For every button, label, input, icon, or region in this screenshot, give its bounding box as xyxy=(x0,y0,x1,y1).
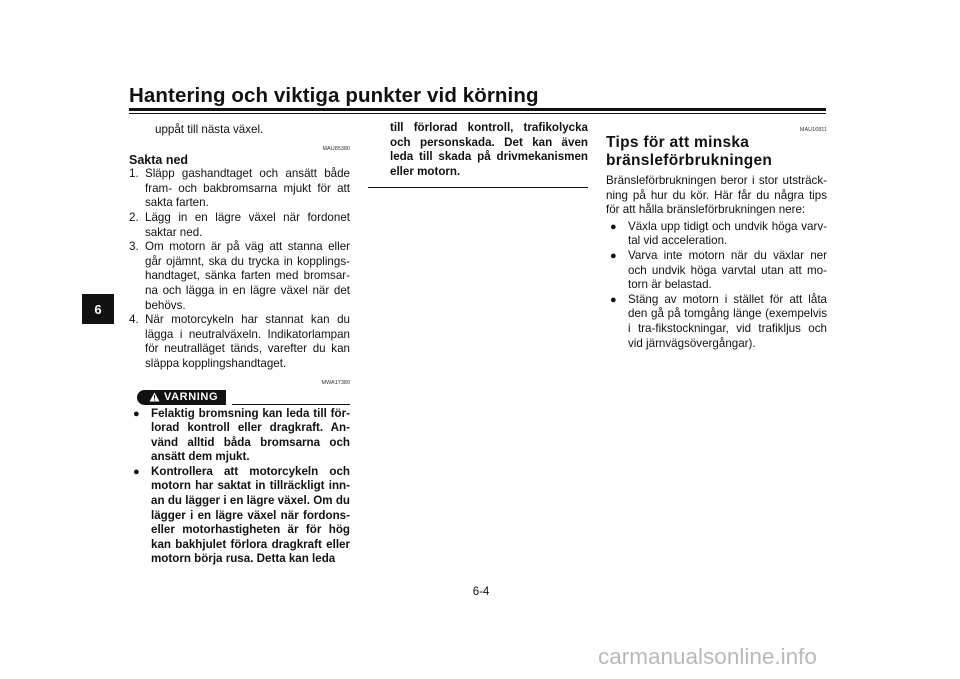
doc-code: MWA17380 xyxy=(321,379,350,386)
title-rule-thin xyxy=(129,113,826,114)
warning-triangle-icon xyxy=(149,392,160,402)
step-text: När motorcykeln har stannat kan du lägga i neutralväxeln. Indikatorlampan för neutralläget tänds, varefter du kan släppa kopplingshandtaget. xyxy=(145,313,350,370)
warning-header xyxy=(129,390,350,405)
bullet-icon: ● xyxy=(610,293,617,306)
tips-list xyxy=(606,220,827,351)
warning-rule xyxy=(232,404,350,405)
warning-text: Felaktig bromsning kan leda till för-lorad kontroll eller dragkraft. An-vänd alltid båda bromsarna och ansätt dem mjukt. xyxy=(151,406,350,464)
warning-continued: till förlorad kontroll, trafikolycka och personskada. Det kan även leda till skada på drivmekanismen eller motorn. xyxy=(390,121,588,178)
list-item xyxy=(606,220,827,249)
title-rule xyxy=(129,108,826,111)
warning-text: Kontrollera att motorcykeln och motorn har saktat in tillräckligt inn-an du lägger i en lägre växel. Om du lägger i en lägre växel när fordons-eller motorhastigheten är för hög kan bakhjulet förlora dragkraft eller motorn börja rusa. Detta kan leda xyxy=(151,464,350,566)
column-middle xyxy=(368,121,588,188)
bullet-icon: ● xyxy=(133,407,140,420)
list-item xyxy=(606,293,827,351)
list-item xyxy=(129,167,350,211)
warning-badge xyxy=(137,390,226,405)
column-right xyxy=(606,121,827,351)
list-item xyxy=(129,313,350,371)
step-text: Om motorn är på väg att stanna eller går ojämnt, ska du trycka in kopplings-handtaget, sänka farten med bromsar-na och lägga in en lägre växel när det behövs. xyxy=(145,240,350,312)
tip-text: Växla upp tidigt och undvik höga varv-tal vid acceleration. xyxy=(628,219,827,248)
chapter-tab: 6 xyxy=(82,294,114,324)
step-number: 1. xyxy=(129,167,139,181)
continued-text: uppåt till nästa växel. xyxy=(155,123,264,136)
step-number: 2. xyxy=(129,210,139,224)
column-left xyxy=(129,121,350,567)
watermark: carmanualsonline.info xyxy=(598,644,817,669)
warning-label: VARNING xyxy=(164,390,219,403)
list-item xyxy=(129,211,350,240)
step-number: 3. xyxy=(129,240,139,254)
bullet-icon: ● xyxy=(133,465,140,478)
list-item xyxy=(606,249,827,293)
bullet-icon: ● xyxy=(610,249,617,262)
warning-end-rule xyxy=(368,187,588,188)
step-text: Lägg in en lägre växel när fordonet saktar ned. xyxy=(145,210,350,239)
page-number: 6-4 xyxy=(472,586,490,598)
doc-code: MAU16811 xyxy=(799,127,827,133)
tip-text: Stäng av motorn i stället för att låta den gå på tomgång länge (exempelvis i tra-fikstockningar, vid trafikljus och vid järnvägsövergångar). xyxy=(628,292,827,350)
bullet-icon: ● xyxy=(610,220,617,233)
tip-text: Varva inte motorn när du växlar ner och undvik höga varvtal utan att mo-torn är belastad. xyxy=(628,248,827,292)
doc-code: MAU85380 xyxy=(322,145,350,152)
step-number: 4. xyxy=(129,313,139,327)
section-heading: Tips för att minska bränsleförbrukningen xyxy=(606,134,773,169)
intro-text: Bränsleförbrukningen beror i stor utsträck-ning på hur du kör. Här får du några tips för att hålla bränsleförbrukningen nere: xyxy=(606,174,827,217)
warning-list xyxy=(129,407,350,568)
list-item xyxy=(129,407,350,465)
page-title: Hantering och viktiga punkter vid körning xyxy=(129,84,539,107)
section-heading: Sakta ned xyxy=(129,152,189,167)
steps-list xyxy=(129,167,350,371)
list-item xyxy=(129,465,350,567)
list-item xyxy=(129,240,350,313)
step-text: Släpp gashandtaget och ansätt både fram- och bakbromsarna mjukt för att sakta farten. xyxy=(145,167,350,210)
